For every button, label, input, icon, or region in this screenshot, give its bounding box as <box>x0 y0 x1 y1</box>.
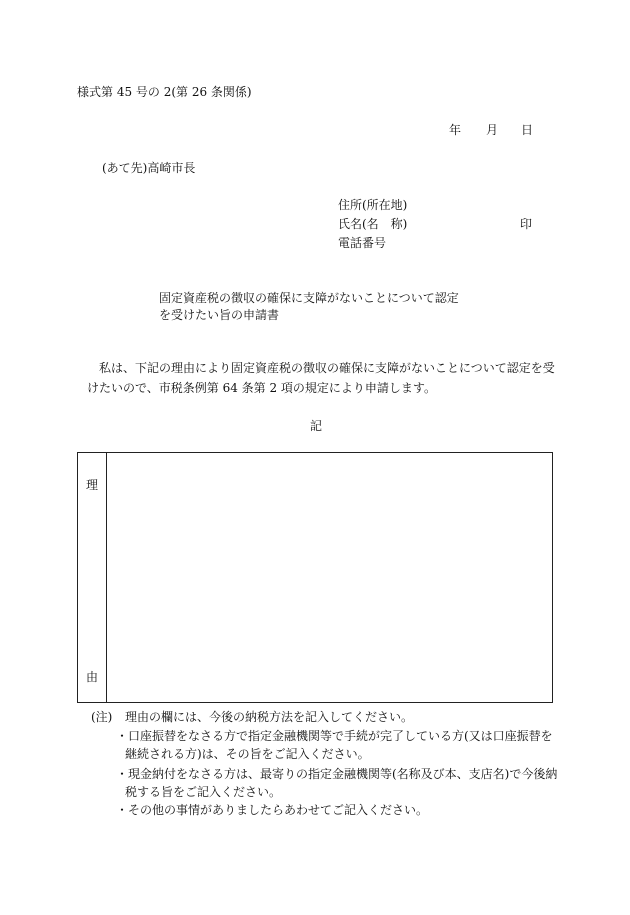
date-month-label: 月 <box>486 123 499 137</box>
note-item-line: ・現金納付をなさる方は、最寄りの指定金融機関等(名称及び本、支店名)で今後納 <box>116 767 558 781</box>
reason-label-char: 理 <box>86 478 99 492</box>
body-text-line: けたいので、市税条例第 64 条第 2 項の規定により申請します。 <box>87 381 436 395</box>
applicant-address-label: 住所(所在地) <box>338 198 408 212</box>
reason-box <box>77 452 553 703</box>
reason-input-area[interactable] <box>108 453 552 702</box>
reason-label-column <box>78 453 107 702</box>
reason-label-char: 由 <box>86 670 99 684</box>
note-label: (注) <box>91 710 113 724</box>
date-year-label: 年 <box>449 123 462 137</box>
body-text-line: 私は、下記の理由により固定資産税の徴収の確保に支障がないことについて認定を受 <box>99 361 555 375</box>
note-item-line: ・口座振替をなさる方で指定金融機関等で手続が完了している方(又は口座振替を <box>116 729 553 743</box>
note-item-line: 税する旨をご記入ください。 <box>125 785 282 799</box>
ki-heading: 記 <box>310 419 323 433</box>
document-title-line: を受けたい旨の申請書 <box>159 308 280 322</box>
form-number: 様式第 45 号の 2(第 26 条関係) <box>77 85 252 99</box>
date-day-label: 日 <box>521 123 534 137</box>
applicant-name-label: 氏名(名 称) <box>338 217 408 231</box>
note-intro: 理由の欄には、今後の納税方法を記入してください。 <box>125 710 414 724</box>
note-item-line: 継続される方)は、その旨をご記入ください。 <box>125 747 370 761</box>
applicant-phone-label: 電話番号 <box>338 236 387 250</box>
seal-mark: 印 <box>520 217 533 231</box>
addressee: (あて先)高崎市長 <box>102 161 196 175</box>
note-item-line: ・その他の事情がありましたらあわせてご記入ください。 <box>116 803 429 817</box>
document-title-line: 固定資産税の徴収の確保に支障がないことについて認定 <box>159 291 459 305</box>
